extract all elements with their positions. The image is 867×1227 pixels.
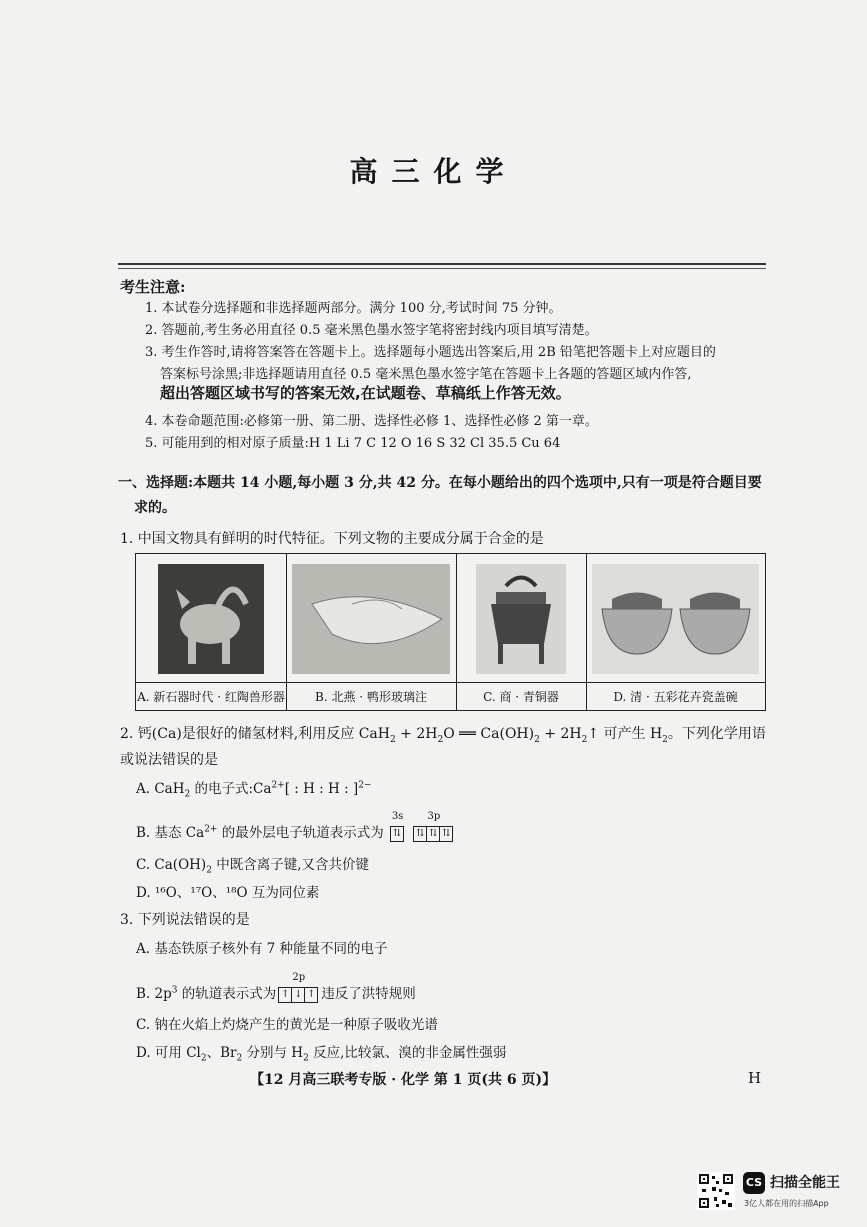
question-2-stem-cont: 或说法错误的是 xyxy=(120,752,218,768)
question-3-option-b: B. $2p^3$ 的轨道表示式为 2p ↑ ↓ ↑ 违反了洪特规则 xyxy=(136,972,416,1002)
page-footer: 【12 月高三联考专版 · 化学 第 1 页(共 6 页)】 xyxy=(250,1072,557,1088)
notice-item: 4. 本卷命题范围:必修第一册、第二册、选择性必修 1、选择性必修 2 第一章。 xyxy=(145,414,598,429)
option-d-caption: D. 清 · 五彩花卉瓷盖碗 xyxy=(586,682,765,711)
notice-item: 3. 考生作答时,请将答案答在答题卡上。选择题每小题选出答案后,用 2B 铅笔把答题卡上对应题目的 xyxy=(145,345,716,360)
option-a-caption: A. 新石器时代 · 红陶兽形器 xyxy=(136,682,286,711)
option-a-cell xyxy=(136,554,287,710)
notice-heading: 考生注意: xyxy=(120,278,186,296)
option-b-caption: B. 北燕 · 鸭形玻璃注 xyxy=(286,682,456,711)
question-2-option-a: A. CaH$_2$ 的电子式$:Ca^{2+}$[ : H : H : ]$^{2-}$ xyxy=(136,780,372,800)
divider xyxy=(118,263,766,265)
question-3-option-d: D. 可用 $Cl_2$、$Br_2$ 分别与 $H_2$ 反应,比较氯、溴的非金属性强弱 xyxy=(136,1045,507,1064)
pottery-image xyxy=(158,564,264,674)
section-heading: 一、选择题:本题共 14 小题,每小题 3 分,共 42 分。在每小题给出的四个选项中,只有一项是符合题目要 xyxy=(118,475,762,491)
page-title: 高三化学 xyxy=(349,155,518,188)
scanner-logo-icon: CS xyxy=(743,1172,765,1194)
section-heading-cont: 求的。 xyxy=(134,500,176,516)
bronze-vessel-icon xyxy=(476,564,566,674)
divider xyxy=(118,268,766,269)
scanner-tagline: 3亿人都在用的扫描App xyxy=(744,1199,829,1208)
bronze-image xyxy=(476,564,566,674)
question-3-option-a: A. 基态铁原子核外有 7 种能量不同的电子 xyxy=(136,941,388,957)
pottery-vessel-icon xyxy=(158,564,264,674)
orbital-3s: 3s ⇅ xyxy=(391,825,404,842)
qr-code-icon xyxy=(697,1172,735,1210)
question-1-stem: 1. 中国文物具有鲜明的时代特征。下列文物的主要成分属于合金的是 xyxy=(120,531,544,547)
notice-item: 2. 答题前,考生务必用直径 0.5 毫米黑色墨水签字笔将密封线内项目填写清楚。 xyxy=(145,323,598,338)
notice-item: 答案标号涂黑;非选择题请用直径 0.5 毫米黑色墨水签字笔在答题卡上各题的答题区域内作答, xyxy=(160,367,692,382)
question-3-stem: 3. 下列说法错误的是 xyxy=(120,912,250,928)
artifact-image-table xyxy=(135,553,766,711)
option-d-cell xyxy=(586,554,765,710)
duck-glass-icon xyxy=(292,564,450,674)
porcelain-image xyxy=(592,564,759,674)
question-2-option-c: C. $Ca(OH)_2$ 中既含离子键,又含共价键 xyxy=(136,857,370,876)
scanner-app-name: 扫描全能王 xyxy=(770,1175,840,1191)
notice-item: 1. 本试卷分选择题和非选择题两部分。满分 100 分,考试时间 75 分钟。 xyxy=(145,301,562,316)
question-2-stem: 2. 钙(Ca)是很好的储氢材料,利用反应 $CaH_2 + 2H_2O$ ══ $Ca(OH)_2$ + $2H_2↑$ 可产生 $H_2$。下列化学用语 xyxy=(120,726,766,745)
question-2-option-d: D. ¹⁶O、¹⁷O、¹⁸O 互为同位素 xyxy=(136,885,320,901)
question-2-option-b: B. 基态 $Ca^{2+}$ 的最外层电子轨道表示式为 3s ⇅ 3p ⇅ ⇅ ⇅ xyxy=(136,821,456,842)
orbital-2p: 2p ↑ ↓ ↑ xyxy=(279,986,318,1003)
version-code: H xyxy=(748,1069,762,1087)
question-3-option-c: C. 钠在火焰上灼烧产生的黄光是一种原子吸收光谱 xyxy=(136,1017,438,1033)
glass-vessel-image xyxy=(292,564,450,674)
notice-item-emphasis: 超出答题区域书写的答案无效,在试题卷、草稿纸上作答无效。 xyxy=(160,384,571,402)
option-c-caption: C. 商 · 青铜器 xyxy=(456,682,586,711)
notice-item: 5. 可能用到的相对原子质量:H 1 Li 7 C 12 O 16 S 32 Cl 35.5 Cu 64 xyxy=(145,436,561,451)
orbital-3p: 3p ⇅ ⇅ ⇅ xyxy=(414,825,453,842)
option-b-cell xyxy=(286,554,457,710)
porcelain-bowls-icon xyxy=(592,564,759,674)
option-c-cell xyxy=(456,554,587,710)
